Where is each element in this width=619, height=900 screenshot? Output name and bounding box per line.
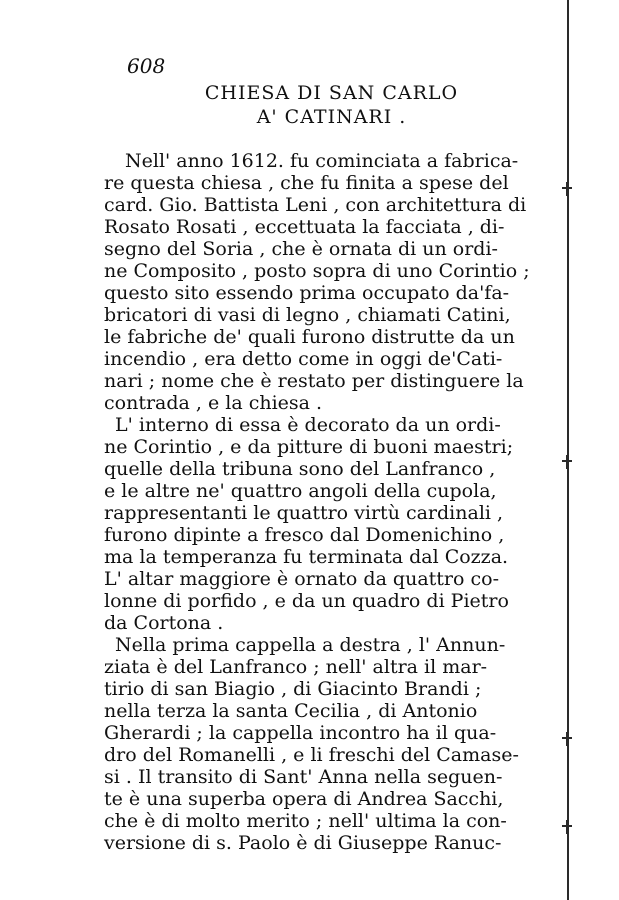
text-line: ma la temperanza fu terminata dal Cozza. [104,546,509,568]
text-line: L' altar maggiore è ornato da quattro co- [104,568,499,590]
text-line: re questa chiesa , che fu finita a spese del [104,172,509,194]
text-line: Nell' anno 1612. fu cominciata a fabrica- [125,150,519,172]
text-line: dro del Romanelli , e li freschi del Camase- [104,744,519,766]
text-line: card. Gio. Battista Leni , con architettura di [104,194,527,216]
text-line: da Cortona . [104,612,224,634]
text-line: nella terza la santa Cecilia , di Antonio [104,700,478,722]
binding-edge-rule [567,0,569,900]
text-line: le fabriche de' quali furono distrutte da un [104,326,515,348]
text-line: ziata è del Lanfranco ; nell' altra il mar- [104,656,488,678]
text-line: segno del Soria , che è ornata di un ordi- [104,238,498,260]
text-line: furono dipinte a fresco dal Domenichino , [104,524,505,546]
chapter-title-line-2: A' CATINARI . [256,106,407,128]
binding-tick-mark [562,820,572,834]
binding-tick-mark [562,455,572,469]
text-line: tirio di san Biagio , di Giacinto Brandi ; [104,678,482,700]
text-line: quelle della tribuna sono del Lanfranco , [104,458,496,480]
binding-tick-mark [562,732,572,746]
text-line: te è una superba opera di Andrea Sacchi, [104,788,504,810]
text-line: questo sito essendo prima occupato da'fa- [104,282,510,304]
text-line: L' interno di essa è decorato da un ordi- [115,414,501,436]
text-line: ne Corintio , e da pitture di buoni maestri; [104,436,514,458]
text-line: Rosato Rosati , eccettuata la facciata , di- [104,216,505,238]
text-line: nari ; nome che è restato per distinguere la [104,370,524,392]
page-number: 608 [127,54,166,78]
chapter-title-line-1: CHIESA DI SAN CARLO [204,82,459,104]
binding-tick-mark [562,182,572,196]
text-line: contrada , e la chiesa . [104,392,323,414]
text-line: Nella prima cappella a destra , l' Annun- [115,634,506,656]
text-line: si . Il transito di Sant' Anna nella seguen- [104,766,503,788]
text-line: ne Composito , posto sopra di uno Corintio ; [104,260,530,282]
text-line: versione di s. Paolo è di Giuseppe Ranuc- [104,832,502,854]
text-line: rappresentanti le quattro virtù cardinali , [104,502,504,524]
text-line: bricatori di vasi di legno , chiamati Catini, [104,304,511,326]
text-line: incendio , era detto come in oggi de'Cati- [104,348,503,370]
text-line: lonne di porfido , e da un quadro di Pietro [104,590,509,612]
text-line: e le altre ne' quattro angoli della cupola, [104,480,497,502]
text-line: Gherardi ; la cappella incontro ha il qua- [104,722,497,744]
text-line: che è di molto merito ; nell' ultima la con- [104,810,507,832]
